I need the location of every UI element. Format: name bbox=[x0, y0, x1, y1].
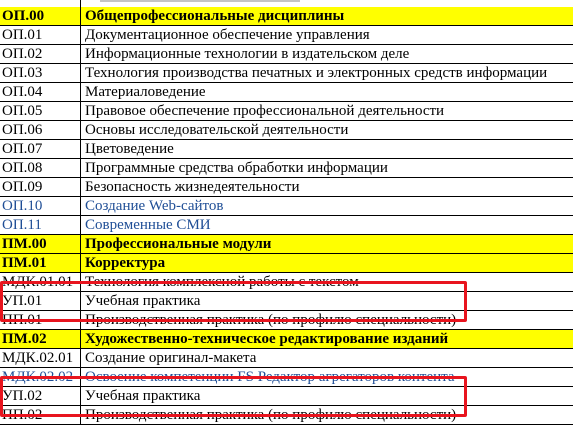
row-code: ОП.00 bbox=[2, 8, 45, 24]
row-name: Профессиональные модули bbox=[85, 236, 272, 252]
row-name: Технология производства печатных и электронных средств информации bbox=[85, 65, 548, 81]
row-name: Безопасность жизнедеятельности bbox=[85, 179, 300, 195]
row-name: Создание Web-сайтов bbox=[85, 198, 224, 214]
row-name: Учебная практика bbox=[85, 388, 201, 404]
row-code: ПП.01 bbox=[2, 312, 43, 328]
row-code: ОП.06 bbox=[2, 122, 43, 138]
column-divider bbox=[80, 330, 81, 348]
column-divider bbox=[80, 140, 81, 158]
row-code: МДК.02.01 bbox=[2, 350, 74, 366]
table-row bbox=[0, 64, 573, 83]
row-code: ОП.05 bbox=[2, 103, 43, 119]
row-code: ОП.09 bbox=[2, 179, 43, 195]
row-name: Программные средства обработки информации bbox=[85, 160, 388, 176]
column-divider bbox=[80, 7, 81, 25]
row-code: ОП.04 bbox=[2, 84, 43, 100]
row-name: Современные СМИ bbox=[85, 217, 211, 233]
cropped-text-fragment bbox=[100, 0, 300, 2]
row-name: Корректура bbox=[85, 255, 166, 271]
column-divider bbox=[80, 45, 81, 63]
table-row bbox=[0, 26, 573, 45]
row-name: Правовое обеспечение профессиональной деятельности bbox=[85, 103, 445, 119]
row-code: ПП.02 bbox=[2, 407, 43, 423]
row-name: Создание оригинал-макета bbox=[85, 350, 257, 366]
table-row bbox=[0, 235, 573, 254]
row-name: Документационное обеспечение управления bbox=[85, 27, 370, 43]
row-code: УП.01 bbox=[2, 293, 43, 309]
column-divider bbox=[80, 197, 81, 215]
row-code: МДК.01.01 bbox=[2, 274, 74, 290]
row-code: МДК.02.02 bbox=[2, 369, 74, 385]
row-name: Производственная практика (по профилю специальности) bbox=[85, 407, 457, 423]
row-name: Освоение компетенции FS Редактор агрегаторов контента bbox=[85, 369, 455, 385]
table-row bbox=[0, 83, 573, 102]
table-row bbox=[0, 197, 573, 216]
row-code: ОП.01 bbox=[2, 27, 43, 43]
table-row bbox=[0, 102, 573, 121]
table-row bbox=[0, 45, 573, 64]
column-divider bbox=[80, 26, 81, 44]
row-name: Художественно-техническое редактирование изданий bbox=[85, 331, 449, 347]
row-name: Технология комплексной работы с текстом bbox=[85, 274, 359, 290]
row-code: ОП.07 bbox=[2, 141, 43, 157]
table-row bbox=[0, 330, 573, 349]
row-name: Основы исследовательской деятельности bbox=[85, 122, 349, 138]
row-code: УП.02 bbox=[2, 388, 43, 404]
row-name: Общепрофессиональные дисциплины bbox=[85, 8, 345, 24]
row-code: ОП.10 bbox=[2, 198, 43, 214]
column-divider bbox=[80, 235, 81, 253]
row-code: ОП.08 bbox=[2, 160, 43, 176]
table-row bbox=[0, 7, 573, 26]
row-name: Учебная практика bbox=[85, 293, 201, 309]
row-code: ОП.02 bbox=[2, 46, 43, 62]
column-divider bbox=[80, 121, 81, 139]
row-code: ОП.03 bbox=[2, 65, 43, 81]
column-divider bbox=[80, 102, 81, 120]
column-divider bbox=[80, 254, 81, 272]
row-name: Материаловедение bbox=[85, 84, 206, 100]
table-row bbox=[0, 178, 573, 197]
row-name: Информационные технологии в издательском деле bbox=[85, 46, 410, 62]
table-row bbox=[0, 216, 573, 235]
column-divider bbox=[80, 83, 81, 101]
table-row bbox=[0, 159, 573, 178]
column-divider bbox=[80, 0, 81, 7]
column-divider bbox=[80, 64, 81, 82]
table-row bbox=[0, 140, 573, 159]
table-row bbox=[0, 254, 573, 273]
row-code: ОП.11 bbox=[2, 217, 42, 233]
table-row bbox=[0, 121, 573, 140]
row-code: ПМ.01 bbox=[2, 255, 47, 271]
column-divider bbox=[80, 216, 81, 234]
row-name: Производственная практика (по профилю специальности) bbox=[85, 312, 457, 328]
column-divider bbox=[80, 159, 81, 177]
column-divider bbox=[80, 349, 81, 367]
highlight-box-practice-pm01 bbox=[0, 281, 467, 322]
row-code: ПМ.02 bbox=[2, 331, 47, 347]
column-divider bbox=[80, 178, 81, 196]
highlight-box-practice-pm02 bbox=[0, 376, 467, 417]
row-code: ПМ.00 bbox=[2, 236, 47, 252]
row-name: Цветоведение bbox=[85, 141, 174, 157]
table-row bbox=[0, 349, 573, 368]
